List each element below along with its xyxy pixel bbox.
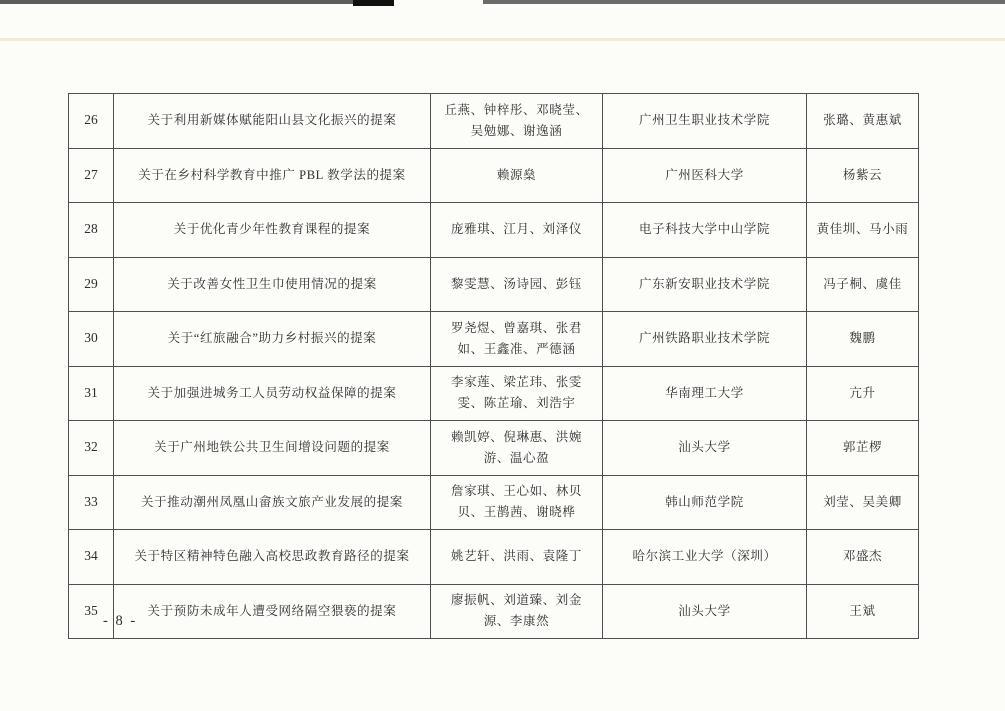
- table-row: [69, 94, 919, 149]
- advisors-cell: 郭芷椤: [807, 421, 919, 476]
- table-row: [69, 475, 919, 530]
- table-row: [69, 203, 919, 258]
- row-number-cell: 34: [69, 530, 114, 585]
- school-cell: 哈尔滨工业大学（深圳）: [603, 530, 807, 585]
- advisors-cell: 魏鹏: [807, 312, 919, 367]
- proposal-title-cell: 关于利用新媒体赋能阳山县文化振兴的提案: [114, 94, 431, 149]
- advisors-cell: 王斌: [807, 584, 919, 639]
- table-row: [69, 421, 919, 476]
- proposal-title-cell: 关于加强进城务工人员劳动权益保障的提案: [114, 366, 431, 421]
- row-number-cell: 29: [69, 257, 114, 312]
- proposal-title-cell: 关于推动潮州凤凰山畲族文旅产业发展的提案: [114, 475, 431, 530]
- school-cell: 韩山师范学院: [603, 475, 807, 530]
- proposal-title-cell: 关于“红旅融合”助力乡村振兴的提案: [114, 312, 431, 367]
- proposers-cell: 罗尧煜、曾嘉琪、张君如、王鑫准、严德涵: [431, 312, 603, 367]
- proposals-table: [68, 93, 919, 639]
- proposers-cell: 李家莲、梁芷玮、张雯雯、陈芷瑜、刘浩宇: [431, 366, 603, 421]
- proposal-title-cell: 关于在乡村科学教育中推广 PBL 教学法的提案: [114, 148, 431, 203]
- school-cell: 华南理工大学: [603, 366, 807, 421]
- scan-artifact-top-band-left: [0, 0, 356, 4]
- table-row: [69, 257, 919, 312]
- row-number-cell: 31: [69, 366, 114, 421]
- proposers-cell: 黎雯慧、汤诗园、彭钰: [431, 257, 603, 312]
- advisors-cell: 邓盛杰: [807, 530, 919, 585]
- school-cell: 广州医科大学: [603, 148, 807, 203]
- row-number-cell: 26: [69, 94, 114, 149]
- school-cell: 电子科技大学中山学院: [603, 203, 807, 258]
- proposers-cell: 廖振帆、刘道臻、刘金源、李康然: [431, 584, 603, 639]
- school-cell: 汕头大学: [603, 584, 807, 639]
- table-row: [69, 584, 919, 639]
- proposals-table-body: [69, 94, 919, 639]
- row-number-cell: 30: [69, 312, 114, 367]
- row-number-cell: 33: [69, 475, 114, 530]
- table-row: [69, 530, 919, 585]
- table-row: [69, 366, 919, 421]
- advisors-cell: 亢升: [807, 366, 919, 421]
- proposers-cell: 姚艺轩、洪雨、袁隆丁: [431, 530, 603, 585]
- row-number-cell: 28: [69, 203, 114, 258]
- advisors-cell: 刘莹、吴美卿: [807, 475, 919, 530]
- advisors-cell: 张璐、黄惠斌: [807, 94, 919, 149]
- proposal-title-cell: 关于优化青少年性教育课程的提案: [114, 203, 431, 258]
- proposal-title-cell: 关于预防未成年人遭受网络隔空猥亵的提案: [114, 584, 431, 639]
- scan-artifact-top-band-right: [483, 0, 1005, 4]
- scan-artifact-top-band-blob: [353, 0, 394, 6]
- advisors-cell: 冯子桐、虞佳: [807, 257, 919, 312]
- page-number: - 8 -: [103, 613, 138, 629]
- proposal-title-cell: 关于改善女性卫生巾使用情况的提案: [114, 257, 431, 312]
- proposers-cell: 詹家琪、王心如、林贝贝、王鹊茜、谢晓桦: [431, 475, 603, 530]
- advisors-cell: 黄佳圳、马小雨: [807, 203, 919, 258]
- scan-artifact-streak: [0, 38, 1005, 41]
- school-cell: 汕头大学: [603, 421, 807, 476]
- proposers-cell: 丘燕、钟梓彤、邓晓莹、吴勉娜、谢逸涵: [431, 94, 603, 149]
- row-number-cell: 35: [69, 584, 114, 639]
- proposers-cell: 赖源燊: [431, 148, 603, 203]
- proposers-cell: 庞雅琪、江月、刘泽仪: [431, 203, 603, 258]
- table-row: [69, 312, 919, 367]
- proposal-title-cell: 关于广州地铁公共卫生间增设问题的提案: [114, 421, 431, 476]
- row-number-cell: 32: [69, 421, 114, 476]
- school-cell: 广州铁路职业技术学院: [603, 312, 807, 367]
- school-cell: 广州卫生职业技术学院: [603, 94, 807, 149]
- table-row: [69, 148, 919, 203]
- row-number-cell: 27: [69, 148, 114, 203]
- proposal-title-cell: 关于特区精神特色融入高校思政教育路径的提案: [114, 530, 431, 585]
- school-cell: 广东新安职业技术学院: [603, 257, 807, 312]
- advisors-cell: 杨紫云: [807, 148, 919, 203]
- proposers-cell: 赖凯婷、倪琳惠、洪婉游、温心盈: [431, 421, 603, 476]
